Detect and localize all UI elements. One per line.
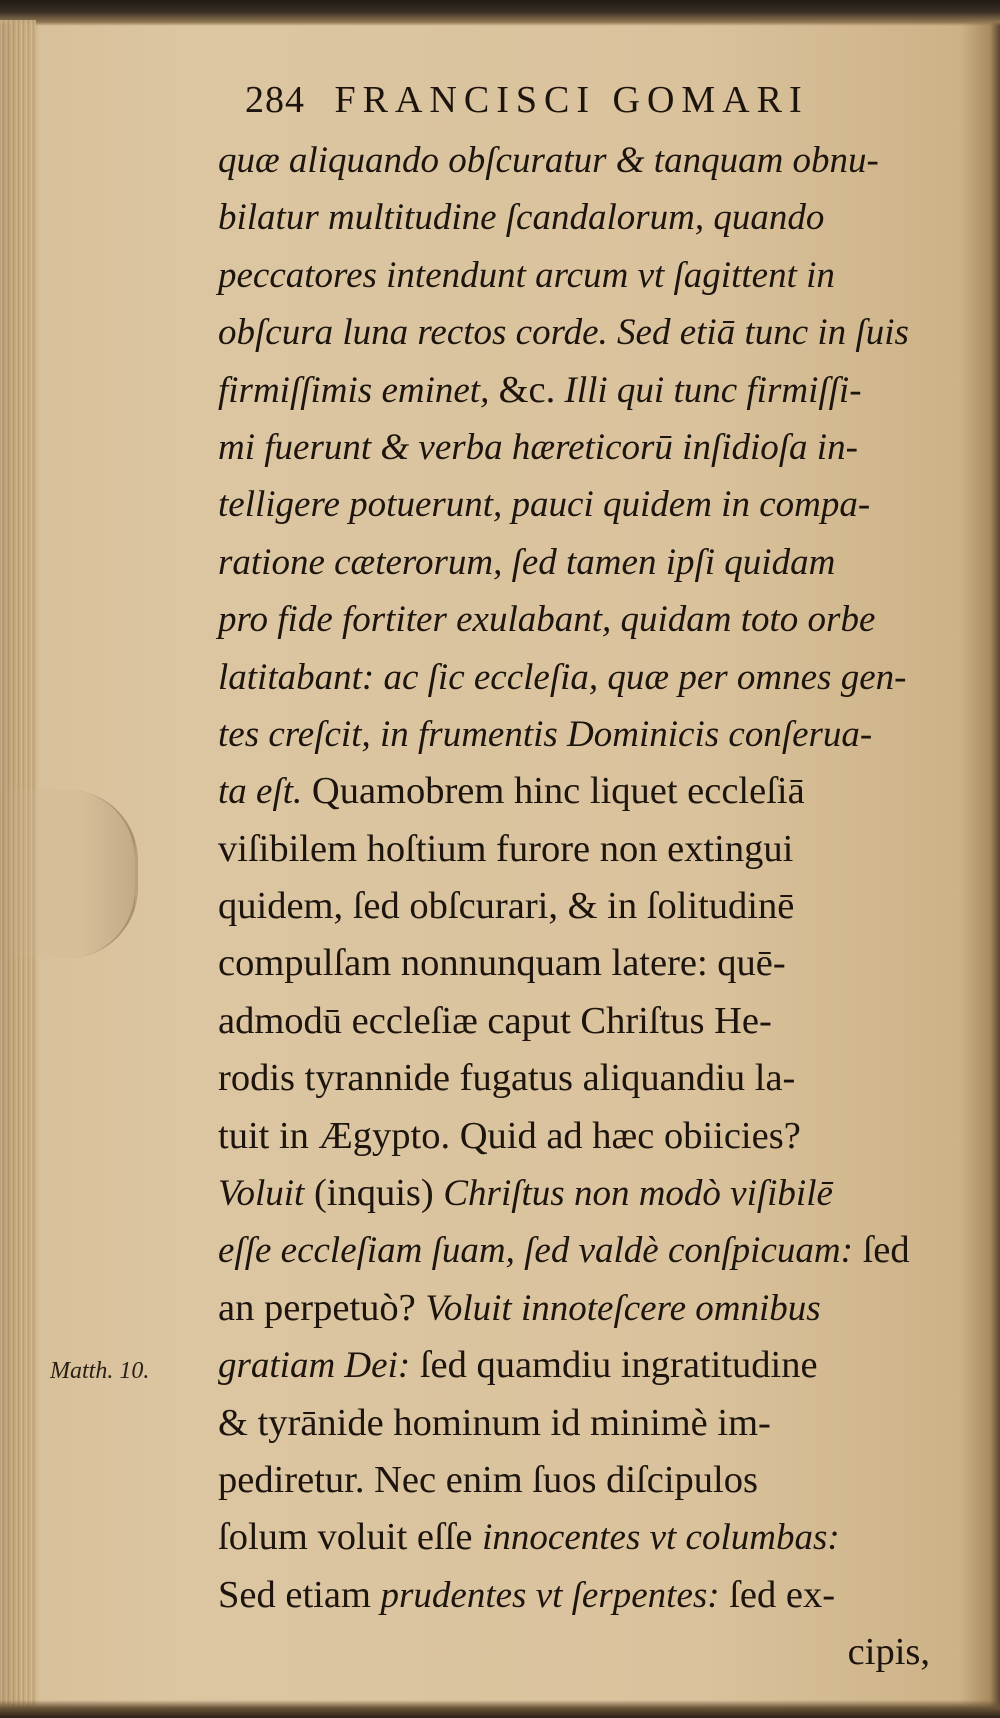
italic-run: ta eſt. bbox=[218, 771, 303, 813]
roman-run: rodis tyrannide fugatus aliquandiu la- bbox=[218, 1057, 796, 1100]
text-line bbox=[218, 935, 930, 992]
italic-run: prudentes vt ſerpentes: bbox=[380, 1574, 720, 1616]
text-line bbox=[218, 247, 930, 304]
text-line bbox=[218, 878, 930, 935]
text-line bbox=[218, 706, 930, 763]
italic-run: mi fuerunt & verba hæreticorū inſidioſa in- bbox=[218, 426, 858, 468]
text-line bbox=[218, 1050, 930, 1107]
text-line bbox=[218, 419, 930, 476]
italic-run: Chriſtus non modò viſibilē bbox=[443, 1173, 833, 1215]
roman-run: Quamobrem hinc liquet eccleſiā bbox=[302, 770, 805, 813]
italic-run: firmiſſimis eminet, bbox=[218, 369, 499, 411]
roman-run: pediretur. Nec enim ſuos diſcipulos bbox=[218, 1458, 758, 1501]
roman-run: quidem, ſed obſcurari, & in ſolitudinē bbox=[218, 885, 795, 928]
body-text bbox=[218, 132, 930, 1682]
text-line bbox=[218, 1222, 930, 1279]
roman-run: (inquis) bbox=[304, 1172, 444, 1215]
roman-run: viſibilem hoſtium furore non extingui bbox=[218, 827, 794, 870]
italic-run: bilatur multitudine ſcandalorum, quando bbox=[218, 197, 825, 239]
text-line bbox=[218, 591, 930, 648]
text-line bbox=[218, 993, 930, 1050]
roman-run: ſed ex- bbox=[719, 1573, 836, 1616]
roman-run: ſed quamdiu ingratitudine bbox=[410, 1344, 818, 1387]
roman-run: compulſam nonnunquam latere: quē- bbox=[218, 942, 786, 985]
roman-run: admodū eccleſiæ caput Chriſtus He- bbox=[218, 999, 772, 1042]
text-line bbox=[218, 476, 930, 533]
text-line bbox=[218, 1624, 930, 1681]
text-line bbox=[218, 649, 930, 706]
roman-run: an perpetuò? bbox=[218, 1286, 426, 1329]
text-line bbox=[218, 1280, 930, 1337]
text-line bbox=[218, 362, 930, 419]
text-line bbox=[218, 1395, 930, 1452]
text-line bbox=[218, 1165, 930, 1222]
italic-run: quæ aliquando obſcuratur & tanquam obnu- bbox=[218, 140, 879, 181]
italic-run: latitabant: ac ſic eccleſia, quæ per omnes gen- bbox=[218, 656, 907, 698]
text-line bbox=[218, 763, 930, 820]
running-head-author: FRANCISCI GOMARI bbox=[334, 79, 809, 121]
page-number: 284 bbox=[245, 79, 305, 121]
margin-note: Matth. 10. bbox=[50, 1358, 150, 1384]
italic-run: pro fide fortiter exulabant, quidam toto orbe bbox=[218, 599, 876, 641]
italic-run: ratione cæterorum, ſed tamen ipſi quidam bbox=[218, 541, 836, 583]
text-line bbox=[218, 1452, 930, 1509]
text-line bbox=[218, 821, 930, 878]
roman-run: tuit in Ægypto. Quid ad hæc obiicies? bbox=[218, 1114, 801, 1157]
italic-run: peccatores intendunt arcum vt ſagittent in bbox=[218, 254, 835, 296]
text-line bbox=[218, 534, 930, 591]
italic-run: innocentes vt columbas: bbox=[482, 1517, 840, 1559]
italic-run: telligere potuerunt, pauci quidem in compa- bbox=[218, 484, 871, 526]
text-line bbox=[218, 304, 930, 361]
roman-run: &c. bbox=[498, 368, 556, 411]
italic-run: gratiam Dei: bbox=[218, 1345, 411, 1387]
text-line bbox=[218, 132, 930, 189]
italic-run: obſcura luna rectos corde. Sed etiā tunc in ſuis bbox=[218, 312, 909, 354]
italic-run: Voluit bbox=[218, 1173, 305, 1215]
text-line bbox=[218, 189, 930, 246]
italic-run: eſſe eccleſiam ſuam, ſed valdè conſpicuam: bbox=[218, 1230, 853, 1272]
text-line bbox=[218, 1509, 930, 1566]
text-line bbox=[218, 1337, 930, 1394]
italic-run: Voluit innoteſcere omnibus bbox=[425, 1287, 821, 1329]
top-edge-shadow bbox=[0, 0, 1000, 26]
bottom-edge-shadow bbox=[0, 1700, 1000, 1718]
roman-run: Sed etiam bbox=[218, 1573, 381, 1616]
italic-run: Illi qui tunc firmiſſi- bbox=[555, 369, 862, 411]
running-head bbox=[245, 78, 809, 122]
roman-run: ſed bbox=[852, 1229, 910, 1272]
text-line bbox=[218, 1108, 930, 1165]
italic-run: tes creſcit, in frumentis Dominicis conſerua- bbox=[218, 713, 873, 755]
roman-run: cipis, bbox=[847, 1631, 930, 1674]
page-tab-marker bbox=[0, 790, 138, 958]
roman-run: ſolum voluit eſſe bbox=[218, 1516, 483, 1559]
roman-run: & tyrānide hominum id minimè im- bbox=[218, 1401, 771, 1444]
text-line bbox=[218, 1567, 930, 1624]
